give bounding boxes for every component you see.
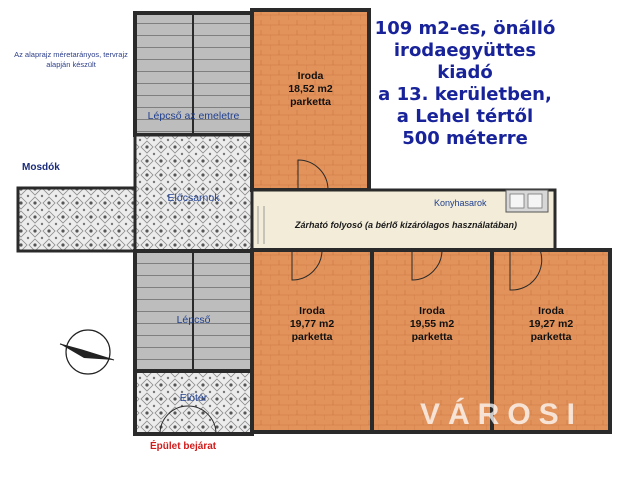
restrooms-label: Mosdók (22, 162, 60, 173)
office-label (252, 305, 372, 344)
office-name: Iroda (299, 305, 325, 317)
office-area: 19,77 m2 (289, 318, 335, 331)
office-name: Iroda (297, 70, 324, 82)
restroom-corridor (18, 188, 135, 251)
entrance-label: Épület bejárat (150, 441, 217, 452)
title-line: 109 m2-es, önálló (374, 18, 556, 39)
office-area: 19,27 m2 (528, 318, 574, 331)
office-floor: parketta (411, 331, 453, 344)
office-name: Iroda (538, 305, 564, 317)
compass-icon (60, 330, 114, 374)
stair-up-label: Lépcső az emeletre (147, 110, 240, 122)
listing-title (360, 18, 570, 150)
title-line: a 13. kerületben, (378, 84, 552, 105)
office-area: 18,52 m2 (288, 83, 333, 96)
foyer-label: Előcsarnok (167, 192, 220, 204)
title-line: kiadó (437, 62, 493, 83)
vestibule-label: Előtér (179, 392, 208, 404)
title-line: a Lehel tértől (396, 106, 534, 127)
watermark: VÁROSI (420, 398, 584, 431)
office-area: 19,55 m2 (409, 318, 455, 331)
corridor-label: Zárható folyosó (a bérlő kizárólagos használatában) (294, 220, 518, 230)
office-label (252, 70, 369, 109)
office-floor: parketta (290, 96, 331, 109)
office-floor: parketta (291, 331, 333, 344)
office-label (372, 305, 492, 344)
kitchen-label: Konyhasarok (434, 198, 487, 208)
stair-label: Lépcső (176, 314, 211, 326)
title-line: irodaegyüttes (393, 40, 537, 61)
office-floor: parketta (530, 331, 572, 344)
office-name: Iroda (419, 305, 445, 317)
title-line: 500 méterre (402, 128, 528, 149)
office-label (492, 305, 610, 344)
scale-note: Az alaprajz méretarányos, tervrajz alapján készült (14, 50, 128, 70)
